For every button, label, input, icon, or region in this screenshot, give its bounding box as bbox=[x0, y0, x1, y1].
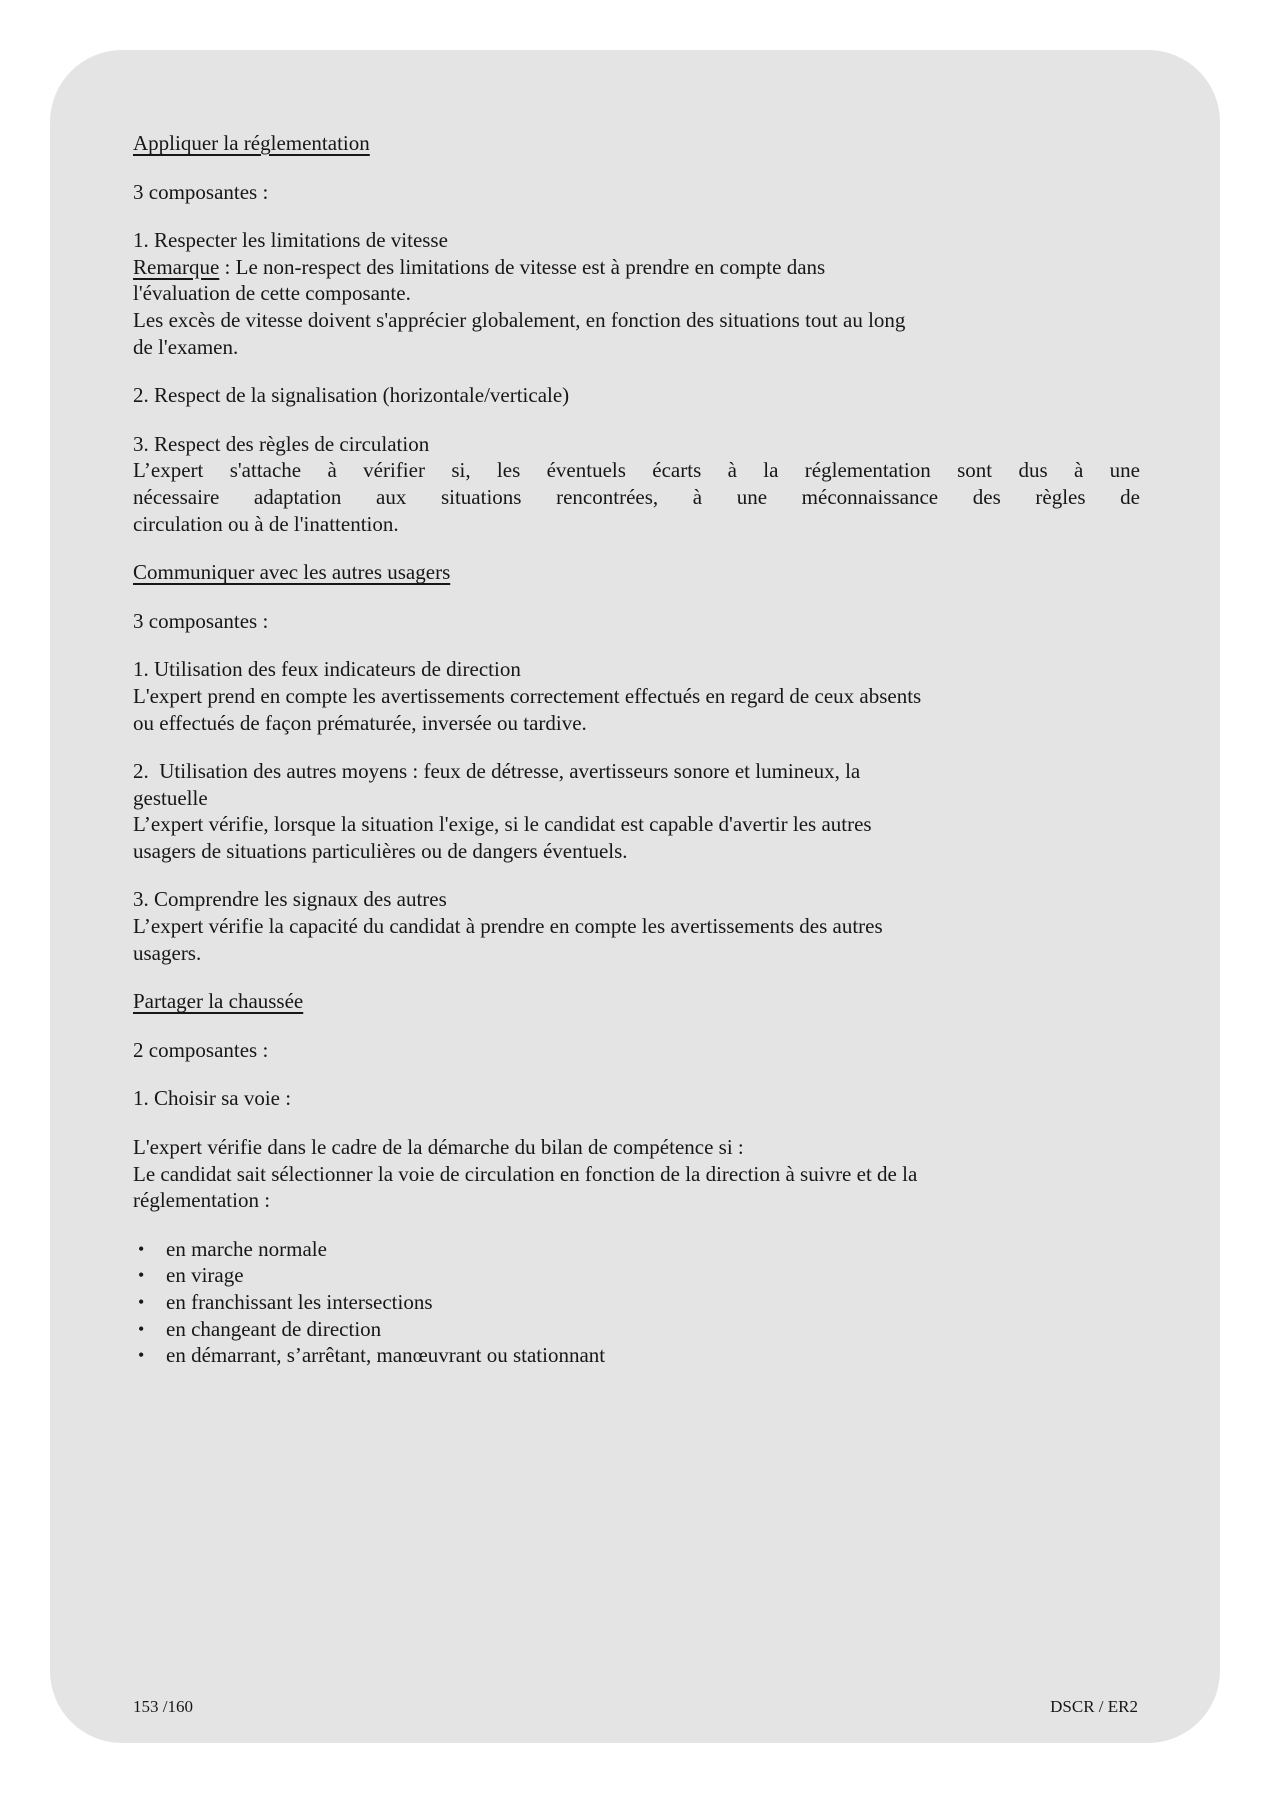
bullet-list bbox=[133, 1236, 1140, 1369]
bullet-icon: • bbox=[138, 1345, 145, 1366]
bullet-text: en virage bbox=[166, 1263, 244, 1288]
paragraph-line: usagers. bbox=[133, 940, 202, 965]
paragraph bbox=[133, 758, 1140, 864]
paragraph-line: Le candidat sait sélectionner la voie de circulation en fonction de la direction à suivre et de la bbox=[133, 1161, 918, 1186]
composantes-line: 3 composantes : bbox=[133, 179, 269, 204]
section-title: Partager la chaussée bbox=[133, 989, 304, 1014]
doc-reference: DSCR / ER2 bbox=[1050, 1697, 1138, 1716]
paragraph-line: de l'examen. bbox=[133, 334, 239, 359]
composantes-line: 2 composantes : bbox=[133, 1037, 269, 1062]
paragraph-line: L’expert vérifie la capacité du candidat à prendre en compte les avertissements des autres bbox=[133, 914, 883, 939]
bullet-icon: • bbox=[138, 1238, 145, 1259]
paragraph-line: réglementation : bbox=[133, 1188, 271, 1213]
bullet-item bbox=[133, 1236, 1140, 1263]
paragraph-line: L'expert vérifie dans le cadre de la démarche du bilan de compétence si : bbox=[133, 1135, 744, 1160]
bullet-item bbox=[133, 1316, 1140, 1343]
bullet-item bbox=[133, 1262, 1140, 1289]
section-title: Communiquer avec les autres usagers bbox=[133, 560, 451, 585]
paragraph-line: l'évaluation de cette composante. bbox=[133, 281, 411, 306]
list-number-line: 3. Comprendre les signaux des autres bbox=[133, 887, 447, 912]
paragraph-line: circulation ou à de l'inattention. bbox=[133, 511, 399, 536]
section-heading bbox=[133, 130, 1140, 157]
paragraph-line: gestuelle bbox=[133, 785, 208, 810]
paragraph-line: L'expert prend en compte les avertissements correctement effectués en regard de ceux absents bbox=[133, 683, 922, 708]
section-title: Appliquer la réglementation bbox=[133, 131, 370, 155]
paragraph-line: L’expert vérifie, lorsque la situation l'exige, si le candidat est capable d'avertir les autres bbox=[133, 812, 872, 837]
composantes-line: 3 composantes : bbox=[133, 608, 269, 633]
list-number-line: 2. Respect de la signalisation (horizontale/verticale) bbox=[133, 383, 570, 408]
section-heading bbox=[133, 988, 1140, 1015]
list-number-line: 2. Utilisation des autres moyens : feux de détresse, avertisseurs sonore et lumineux, la bbox=[133, 759, 861, 784]
document-sheet bbox=[50, 50, 1220, 1743]
paragraph-line: Les excès de vitesse doivent s'apprécier globalement, en fonction des situations tout au long bbox=[133, 307, 906, 332]
remark-label: Remarque bbox=[133, 254, 220, 279]
paragraph-line: usagers de situations particulières ou de dangers éventuels. bbox=[133, 838, 628, 863]
paragraph bbox=[133, 886, 1140, 966]
paragraph-line: L’expert s'attache à vérifier si, les éventuels écarts à la réglementation sont dus à une bbox=[133, 458, 1140, 483]
bullet-icon: • bbox=[138, 1265, 145, 1286]
page-footer bbox=[133, 1697, 1138, 1717]
page-number: 153 /160 bbox=[133, 1697, 193, 1716]
bullet-text: en démarrant, s’arrêtant, manœuvrant ou stationnant bbox=[166, 1343, 606, 1368]
bullet-text: en marche normale bbox=[166, 1236, 327, 1261]
paragraph bbox=[133, 431, 1140, 537]
list-number-line: 1. Utilisation des feux indicateurs de direction bbox=[133, 657, 521, 682]
remark-text: : Le non-respect des limitations de vitesse est à prendre en compte dans bbox=[219, 254, 826, 279]
paragraph bbox=[133, 227, 1140, 360]
section-heading bbox=[133, 559, 1140, 586]
paragraph-line: ou effectués de façon prématurée, inversée ou tardive. bbox=[133, 710, 587, 735]
paragraph-line: nécessaire adaptation aux situations rencontrées, à une méconnaissance des règles de bbox=[133, 484, 1140, 509]
paragraph bbox=[133, 1134, 1140, 1214]
paragraph bbox=[133, 656, 1140, 736]
remark-line bbox=[133, 254, 1140, 281]
bullet-item bbox=[133, 1342, 1140, 1369]
bullet-text: en changeant de direction bbox=[166, 1316, 382, 1341]
bullet-icon: • bbox=[138, 1318, 145, 1339]
list-number-line: 1. Respecter les limitations de vitesse bbox=[133, 228, 448, 253]
bullet-icon: • bbox=[138, 1292, 145, 1312]
list-number-line: 1. Choisir sa voie : bbox=[133, 1086, 292, 1111]
document-content bbox=[133, 130, 1140, 1369]
bullet-text: en franchissant les intersections bbox=[166, 1290, 433, 1314]
list-number-line: 3. Respect des règles de circulation bbox=[133, 431, 430, 456]
bullet-item bbox=[133, 1289, 1140, 1316]
